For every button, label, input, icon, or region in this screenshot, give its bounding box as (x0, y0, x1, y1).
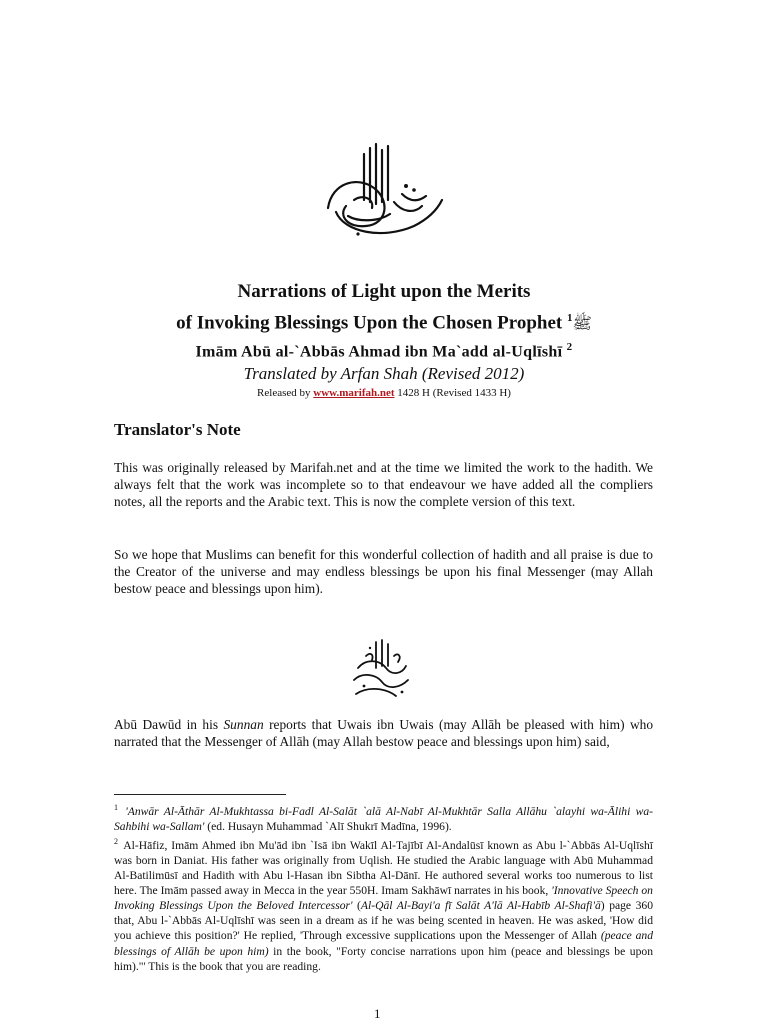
released-prefix: Released by (257, 386, 311, 399)
footnote-1 (114, 800, 653, 834)
footnote-ref-1[interactable]: 1 (567, 312, 573, 324)
footnote-2-italic-3: (peace and blessings of Allāh be upon him) (114, 929, 653, 958)
footnote-2-text-d: in the book, "Forty concise narrations upon him (peace and blessings be upon him)."' This is the book that you are reading. (114, 944, 653, 973)
body-text-sunnan: Sunnan (223, 717, 264, 732)
page-number: 1 (374, 1006, 381, 1021)
footnote-1-text: (ed. Husayn Muhammad `Alī Shukrī Madīna, 1996). (204, 819, 452, 833)
translators-note-heading: Translator's Note (114, 420, 241, 439)
pbuh-symbol: ﷺ (572, 315, 592, 333)
released-line (0, 385, 768, 401)
footnote-2-italic-1: 'Innovative Speech on Invoking Blessings Upon the Beloved Intercessor' (114, 884, 653, 913)
footnote-2-text-b: ( (352, 899, 361, 913)
footnote-2-number: 2 (114, 837, 118, 847)
basmala-calligraphy-icon (318, 142, 446, 242)
body-text-b: reports that Uwais ibn Uwais (may Allāh be pleased with him) who narrated that the Messenger of Allāh (may Allah bestow peace and blessings upon him) said, (114, 717, 654, 750)
author-line (0, 337, 768, 362)
footnote-2-text-c: ) page 360 that, Abu l-`Abbās Al-Uqlīshī was seen in a dream as if he was being scented in heaven. He was asked, 'How did you achieve this position?' He replied, 'Through excessive supplications upon the Messenger of Allah (114, 899, 654, 943)
footnote-divider (114, 794, 286, 795)
released-suffix: 1428 H (Revised 1433 H) (397, 386, 511, 399)
body-paragraph-abu-dawud (114, 716, 653, 750)
translator-line: Translated by Arfan Shah (Revised 2012) (243, 363, 525, 383)
author-name: Imām Abū al-`Abbās Ahmad ibn Ma`add al-Uqlīshī (195, 343, 563, 361)
footnote-2-italic-2: Al-Qāl Al-Bayi'a fī Salāt A'lā Al-Habīb Al-Shafi'ā (360, 899, 601, 913)
footnote-1-number: 1 (114, 803, 118, 812)
footnote-1-title: 'Anwār Al-Āthār Al-Mukhtassa bi-Fadl Al-Salāt `alā Al-Nabī Al-Mukhtār Salla Allāhu `alayhi wa-Ālihi wa-Sahbihi wa-Sallam' (114, 804, 653, 833)
footnote-2-text-a: Al-Hāfiz, Imām Ahmed ibn Mu'ād ibn `Isā ibn Wakīl Al-Tajībī Al-Andalūsī known as Abu l-`Abbās Al-Uqlīshī was born in Daniat. His father was originally from Uqlish. He studied the Arabic language with Abū Muhammad Al-Batilimūsī and Hadith with Abu l-Hasan ibn Sibtha Al-Dānī. He authored several works too numerous to list here. The Imām passed away in Mecca in the year 550H. Imam Sakhāwī narrates in his book, (114, 838, 653, 898)
footnote-2 (114, 834, 653, 974)
marifah-link[interactable]: www.marifah.net (313, 386, 395, 399)
title-line-1: Narrations of Light upon the Merits (237, 281, 531, 302)
title-line-2 (0, 305, 768, 337)
footnotes (114, 800, 653, 974)
footnote-ref-2[interactable]: 2 (566, 341, 573, 354)
body-text-a: Abū Dawūd in his (114, 717, 224, 732)
salawat-calligraphy-icon (346, 638, 416, 702)
translators-note-paragraph-1: This was originally released by Marifah.net and at the time we limited the work to the hadith. We always felt that the work was incomplete so to that endeavour we have added all the compliers notes, all the reports and the Arabic text. This is now the complete version of this text. (114, 460, 653, 510)
title-block (0, 279, 768, 401)
translators-note-paragraph-2: So we hope that Muslims can benefit for this wonderful collection of hadith and all praise is due to the Creator of the universe and may endless blessings be upon his final Messenger (may Allah bestow peace and blessings upon him). (114, 547, 653, 597)
title-line-2-text: of Invoking Blessings Upon the Chosen Prophet (176, 312, 563, 334)
